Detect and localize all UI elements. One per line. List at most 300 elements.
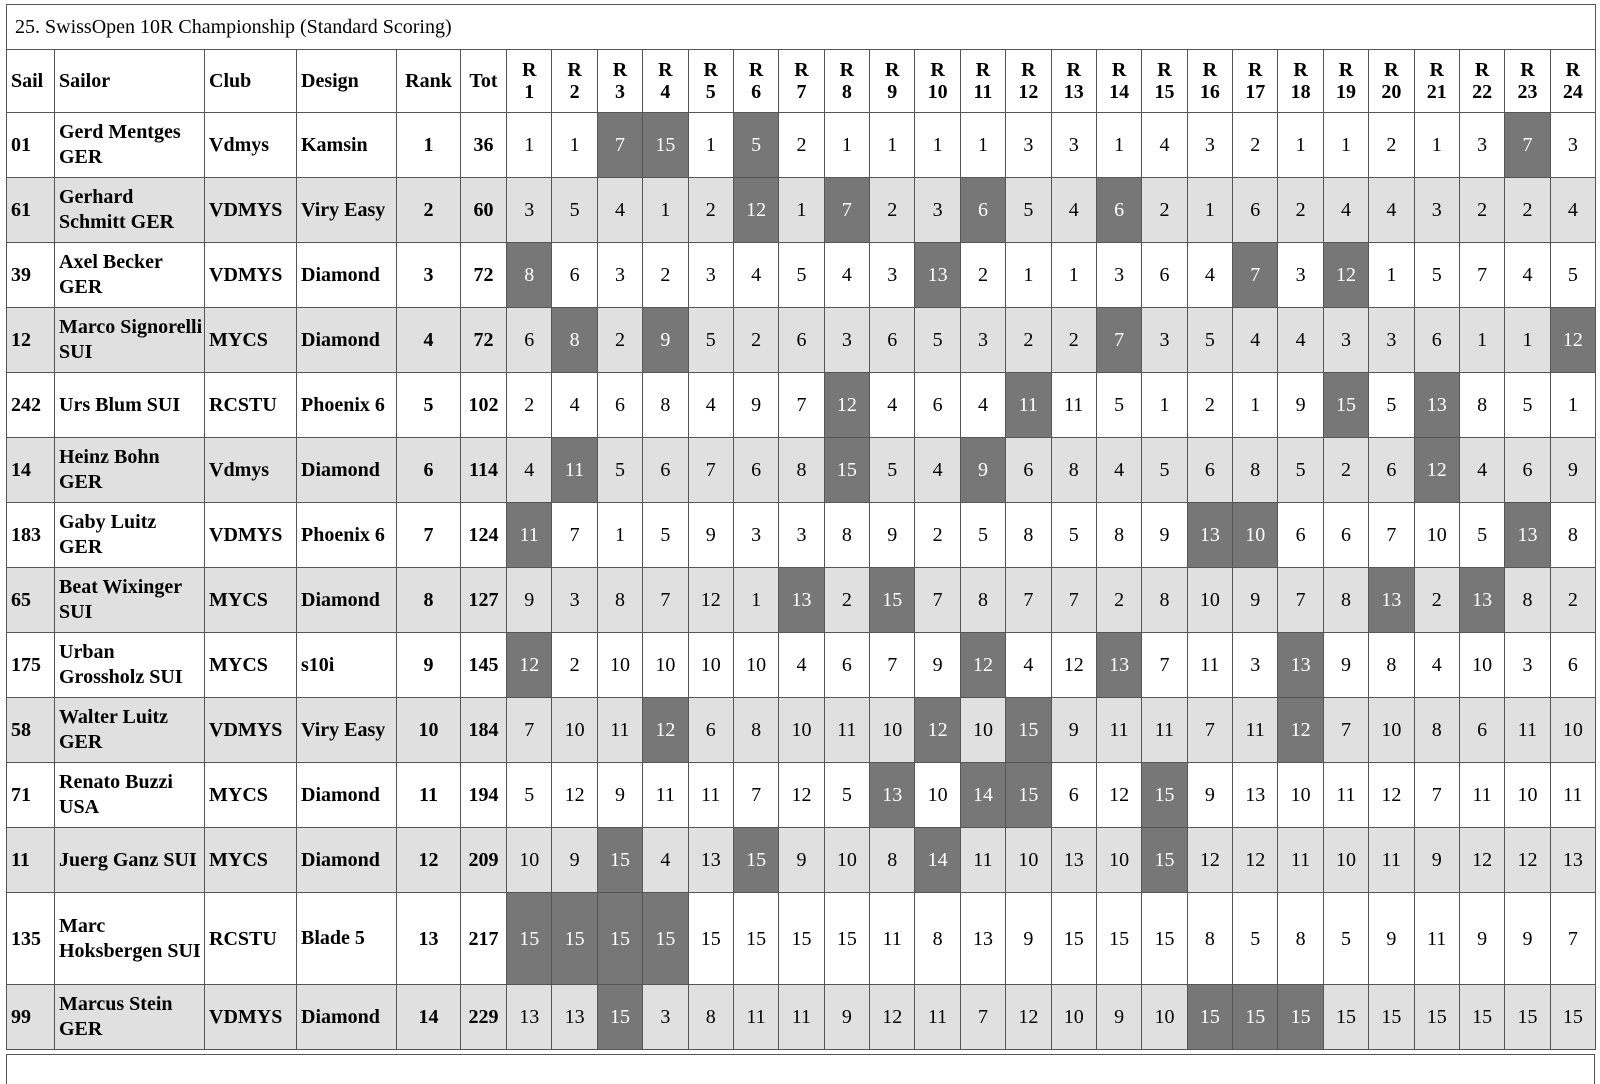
race-score: 11 — [733, 985, 778, 1050]
race-score-discarded: 6 — [1096, 178, 1141, 243]
race-score: 15 — [1505, 985, 1550, 1050]
race-score: 4 — [552, 373, 597, 438]
race-score: 9 — [1414, 828, 1459, 893]
race-score: 3 — [1142, 308, 1187, 373]
race-number: 17 — [1245, 81, 1266, 103]
boat-design: s10i — [297, 633, 397, 698]
club-name: VDMYS — [205, 243, 297, 308]
race-score: 12 — [779, 763, 824, 828]
race-number: 22 — [1472, 81, 1493, 103]
race-score: 5 — [1414, 243, 1459, 308]
race-score: 8 — [1414, 698, 1459, 763]
boat-design: Phoenix 6 — [297, 503, 397, 568]
rank-value: 8 — [397, 568, 461, 633]
col-header-race-20[interactable] — [1369, 50, 1414, 113]
rank-value: 2 — [397, 178, 461, 243]
rank-value: 3 — [397, 243, 461, 308]
race-score: 10 — [1414, 503, 1459, 568]
race-score: 5 — [915, 308, 960, 373]
race-score-discarded: 14 — [960, 763, 1005, 828]
race-number: 24 — [1562, 81, 1583, 103]
col-header-race-14[interactable] — [1096, 50, 1141, 113]
sailor-name: Juerg Ganz SUI — [55, 828, 205, 893]
race-score: 3 — [1369, 308, 1414, 373]
col-header-race-11[interactable] — [960, 50, 1005, 113]
race-score-discarded: 12 — [733, 178, 778, 243]
col-header-tot[interactable]: Tot — [461, 50, 507, 113]
race-score: 15 — [1096, 893, 1141, 985]
race-score: 6 — [824, 633, 869, 698]
race-score: 4 — [643, 828, 688, 893]
race-score: 4 — [1006, 633, 1051, 698]
race-score-discarded: 15 — [824, 438, 869, 503]
race-score: 9 — [1233, 568, 1278, 633]
race-score-discarded: 13 — [1505, 503, 1550, 568]
race-score: 3 — [1187, 113, 1232, 178]
race-score: 10 — [1459, 633, 1504, 698]
race-score: 8 — [870, 828, 915, 893]
col-header-race-8[interactable] — [824, 50, 869, 113]
race-score: 15 — [1369, 985, 1414, 1050]
race-score-discarded: 12 — [960, 633, 1005, 698]
race-score: 3 — [597, 243, 642, 308]
race-score: 12 — [688, 568, 733, 633]
col-header-race-9[interactable] — [870, 50, 915, 113]
total-points: 36 — [461, 113, 507, 178]
col-header-race-4[interactable] — [643, 50, 688, 113]
race-score: 6 — [1006, 438, 1051, 503]
col-header-race-13[interactable] — [1051, 50, 1096, 113]
race-score: 1 — [643, 178, 688, 243]
col-header-race-12[interactable] — [1006, 50, 1051, 113]
race-score: 9 — [1096, 985, 1141, 1050]
race-score: 7 — [1006, 568, 1051, 633]
col-header-race-17[interactable] — [1233, 50, 1278, 113]
race-score: 1 — [1142, 373, 1187, 438]
table-row[interactable] — [7, 763, 1596, 828]
race-score: 2 — [643, 243, 688, 308]
race-score: 6 — [597, 373, 642, 438]
total-points: 217 — [461, 893, 507, 985]
race-score: 1 — [1006, 243, 1051, 308]
race-score: 7 — [507, 698, 552, 763]
race-score: 4 — [1051, 178, 1096, 243]
rank-value: 6 — [397, 438, 461, 503]
col-header-sail[interactable]: Sail — [7, 50, 55, 113]
club-name: MYCS — [205, 568, 297, 633]
race-number: 14 — [1109, 81, 1130, 103]
race-score: 5 — [1369, 373, 1414, 438]
race-score: 6 — [1323, 503, 1368, 568]
total-points: 229 — [461, 985, 507, 1050]
race-score: 1 — [1278, 113, 1323, 178]
col-header-race-18[interactable] — [1278, 50, 1323, 113]
sailor-name: Walter Luitz GER — [55, 698, 205, 763]
race-score: 11 — [915, 985, 960, 1050]
race-score: 1 — [1187, 178, 1232, 243]
race-score-discarded: 13 — [1096, 633, 1141, 698]
race-score: 11 — [1550, 763, 1595, 828]
race-prefix: R — [1066, 59, 1081, 81]
race-score: 2 — [915, 503, 960, 568]
results-body — [7, 113, 1596, 1050]
race-prefix: R — [1474, 59, 1490, 81]
race-score: 15 — [1051, 893, 1096, 985]
event-title: 25. SwissOpen 10R Championship (Standard Scoring) — [6, 4, 1596, 49]
table-row[interactable] — [7, 308, 1596, 373]
race-number: 2 — [569, 81, 580, 103]
col-header-rank[interactable]: Rank — [397, 50, 461, 113]
race-score: 5 — [1550, 243, 1595, 308]
race-score-discarded: 13 — [870, 763, 915, 828]
table-row[interactable] — [7, 503, 1596, 568]
race-prefix: R — [1111, 59, 1127, 81]
col-header-race-5[interactable] — [688, 50, 733, 113]
race-number: 15 — [1154, 81, 1175, 103]
race-score: 11 — [779, 985, 824, 1050]
race-score: 4 — [1233, 308, 1278, 373]
col-header-design[interactable]: Design — [297, 50, 397, 113]
race-score-discarded: 12 — [1323, 243, 1368, 308]
race-prefix: R — [1429, 59, 1444, 81]
race-score: 1 — [960, 113, 1005, 178]
race-score-discarded: 12 — [507, 633, 552, 698]
race-score: 4 — [1096, 438, 1141, 503]
col-header-race-10[interactable] — [915, 50, 960, 113]
table-row[interactable] — [7, 633, 1596, 698]
boat-design: Kamsin — [297, 113, 397, 178]
race-number: 20 — [1381, 81, 1402, 103]
race-number: 23 — [1517, 81, 1538, 103]
boat-design: Viry Easy — [297, 178, 397, 243]
total-points: 184 — [461, 698, 507, 763]
race-number: 10 — [927, 81, 948, 103]
race-score-discarded: 7 — [1233, 243, 1278, 308]
race-score: 12 — [1369, 763, 1414, 828]
race-score: 11 — [824, 698, 869, 763]
table-row[interactable] — [7, 698, 1596, 763]
race-score: 6 — [643, 438, 688, 503]
race-score-discarded: 15 — [1278, 985, 1323, 1050]
race-score: 6 — [1550, 633, 1595, 698]
race-score-discarded: 5 — [733, 113, 778, 178]
race-score: 11 — [1142, 698, 1187, 763]
race-score: 4 — [824, 243, 869, 308]
race-score: 9 — [824, 985, 869, 1050]
race-score: 1 — [552, 113, 597, 178]
race-score: 5 — [552, 178, 597, 243]
race-score: 6 — [915, 373, 960, 438]
race-score-discarded: 9 — [960, 438, 1005, 503]
race-score-discarded: 7 — [1096, 308, 1141, 373]
sail-number: 14 — [7, 438, 55, 503]
race-number: 19 — [1335, 81, 1356, 103]
race-score: 3 — [1459, 113, 1504, 178]
race-score: 11 — [960, 828, 1005, 893]
race-score: 7 — [1414, 763, 1459, 828]
table-row[interactable] — [7, 828, 1596, 893]
race-score-discarded: 14 — [915, 828, 960, 893]
sail-number: 58 — [7, 698, 55, 763]
race-score: 12 — [870, 985, 915, 1050]
race-score: 3 — [643, 985, 688, 1050]
race-score: 3 — [688, 243, 733, 308]
sail-number: 135 — [7, 893, 55, 985]
race-score: 8 — [733, 698, 778, 763]
race-score: 8 — [1505, 568, 1550, 633]
race-score: 3 — [733, 503, 778, 568]
race-score: 15 — [779, 893, 824, 985]
race-score: 2 — [1323, 438, 1368, 503]
race-score: 7 — [733, 763, 778, 828]
race-score-discarded: 15 — [643, 113, 688, 178]
race-score: 4 — [1459, 438, 1504, 503]
boat-design: Phoenix 6 — [297, 373, 397, 438]
race-score: 9 — [1142, 503, 1187, 568]
sail-number: 11 — [7, 828, 55, 893]
race-score: 10 — [507, 828, 552, 893]
table-row[interactable] — [7, 893, 1596, 985]
race-score-discarded: 15 — [1323, 373, 1368, 438]
race-score: 9 — [507, 568, 552, 633]
sailor-name: Urs Blum SUI — [55, 373, 205, 438]
col-header-sailor[interactable]: Sailor — [55, 50, 205, 113]
race-prefix: R — [1338, 59, 1354, 81]
race-score: 6 — [1187, 438, 1232, 503]
race-score: 2 — [1233, 113, 1278, 178]
race-score: 15 — [733, 893, 778, 985]
race-score: 1 — [733, 568, 778, 633]
col-header-race-6[interactable] — [733, 50, 778, 113]
race-score: 2 — [1550, 568, 1595, 633]
table-row[interactable] — [7, 438, 1596, 503]
race-number: 8 — [841, 81, 852, 103]
boat-design: Diamond — [297, 763, 397, 828]
race-score-discarded: 15 — [597, 985, 642, 1050]
race-score: 11 — [1323, 763, 1368, 828]
race-score: 2 — [688, 178, 733, 243]
race-score: 5 — [1459, 503, 1504, 568]
table-row[interactable] — [7, 985, 1596, 1050]
col-header-race-2[interactable] — [552, 50, 597, 113]
race-score: 6 — [1233, 178, 1278, 243]
race-score-discarded: 15 — [870, 568, 915, 633]
club-name: Vdmys — [205, 438, 297, 503]
race-score: 2 — [1051, 308, 1096, 373]
col-header-race-7[interactable] — [779, 50, 824, 113]
race-score: 7 — [1323, 698, 1368, 763]
boat-design: Diamond — [297, 438, 397, 503]
race-score: 2 — [960, 243, 1005, 308]
race-score-discarded: 6 — [960, 178, 1005, 243]
race-score: 2 — [1278, 178, 1323, 243]
race-score: 8 — [1006, 503, 1051, 568]
results-table — [6, 4, 1596, 1050]
col-header-race-16[interactable] — [1187, 50, 1232, 113]
col-header-race-3[interactable] — [597, 50, 642, 113]
race-score: 1 — [1233, 373, 1278, 438]
race-number: 3 — [614, 81, 625, 103]
race-score: 5 — [597, 438, 642, 503]
col-header-race-19[interactable] — [1323, 50, 1368, 113]
race-score-discarded: 13 — [1369, 568, 1414, 633]
race-score: 3 — [1414, 178, 1459, 243]
race-score: 3 — [1505, 633, 1550, 698]
race-score: 5 — [1096, 373, 1141, 438]
race-score: 2 — [507, 373, 552, 438]
race-score: 9 — [1369, 893, 1414, 985]
table-row[interactable] — [7, 568, 1596, 633]
rank-value: 5 — [397, 373, 461, 438]
race-score: 5 — [1187, 308, 1232, 373]
boat-design: Diamond — [297, 308, 397, 373]
table-row[interactable] — [7, 243, 1596, 308]
sailor-name: Axel Becker GER — [55, 243, 205, 308]
race-score: 3 — [552, 568, 597, 633]
race-score: 10 — [960, 698, 1005, 763]
race-score-discarded: 15 — [1006, 698, 1051, 763]
race-score: 9 — [915, 633, 960, 698]
rank-value: 14 — [397, 985, 461, 1050]
race-prefix: R — [794, 59, 809, 81]
race-score: 9 — [1550, 438, 1595, 503]
club-name: MYCS — [205, 633, 297, 698]
race-score: 7 — [1142, 633, 1187, 698]
race-score: 6 — [688, 698, 733, 763]
race-score: 12 — [1096, 763, 1141, 828]
race-score: 1 — [1550, 373, 1595, 438]
club-name: RCSTU — [205, 893, 297, 985]
race-score-discarded: 10 — [1233, 503, 1278, 568]
race-score: 5 — [779, 243, 824, 308]
race-score: 1 — [1505, 308, 1550, 373]
race-score: 8 — [688, 985, 733, 1050]
boat-design: Viry Easy — [297, 698, 397, 763]
race-score-discarded: 11 — [552, 438, 597, 503]
race-score: 4 — [1323, 178, 1368, 243]
race-number: 21 — [1426, 81, 1447, 103]
club-name: VDMYS — [205, 503, 297, 568]
sailor-name: Marco Signorelli SUI — [55, 308, 205, 373]
race-score: 1 — [779, 178, 824, 243]
race-score: 11 — [1459, 763, 1504, 828]
race-score: 4 — [688, 373, 733, 438]
race-score: 6 — [870, 308, 915, 373]
race-score: 3 — [870, 243, 915, 308]
race-score: 5 — [960, 503, 1005, 568]
sail-number: 12 — [7, 308, 55, 373]
race-score: 2 — [824, 568, 869, 633]
col-header-race-15[interactable] — [1142, 50, 1187, 113]
race-score: 8 — [1369, 633, 1414, 698]
race-score: 9 — [1187, 763, 1232, 828]
race-score: 5 — [1323, 893, 1368, 985]
total-points: 102 — [461, 373, 507, 438]
race-score: 7 — [1550, 893, 1595, 985]
race-score-discarded: 15 — [1006, 763, 1051, 828]
race-score: 10 — [1187, 568, 1232, 633]
col-header-race-24[interactable] — [1550, 50, 1595, 113]
race-score: 3 — [779, 503, 824, 568]
col-header-race-1[interactable] — [507, 50, 552, 113]
race-score: 9 — [597, 763, 642, 828]
race-score: 5 — [1278, 438, 1323, 503]
col-header-race-22[interactable] — [1459, 50, 1504, 113]
race-score: 2 — [733, 308, 778, 373]
sailor-name: Beat Wixinger SUI — [55, 568, 205, 633]
race-score: 8 — [915, 893, 960, 985]
race-score: 5 — [1051, 503, 1096, 568]
col-header-race-21[interactable] — [1414, 50, 1459, 113]
race-score: 9 — [1278, 373, 1323, 438]
table-row[interactable] — [7, 178, 1596, 243]
race-score: 7 — [960, 985, 1005, 1050]
race-score: 2 — [1187, 373, 1232, 438]
race-number: 18 — [1290, 81, 1311, 103]
race-number: 1 — [524, 81, 535, 103]
sailor-name: Gerd Mentges GER — [55, 113, 205, 178]
race-score: 11 — [870, 893, 915, 985]
race-prefix: R — [612, 59, 628, 81]
race-prefix: R — [748, 59, 764, 81]
club-name: MYCS — [205, 308, 297, 373]
sailor-name: Heinz Bohn GER — [55, 438, 205, 503]
race-score: 1 — [688, 113, 733, 178]
club-name: Vdmys — [205, 113, 297, 178]
race-score: 2 — [1414, 568, 1459, 633]
race-score: 5 — [1006, 178, 1051, 243]
race-score: 6 — [779, 308, 824, 373]
race-score: 13 — [1051, 828, 1096, 893]
race-score-discarded: 15 — [733, 828, 778, 893]
race-score: 11 — [1505, 698, 1550, 763]
race-score-discarded: 15 — [597, 893, 642, 985]
race-score: 3 — [960, 308, 1005, 373]
race-score-discarded: 12 — [824, 373, 869, 438]
race-prefix: R — [1565, 59, 1581, 81]
header-row — [7, 50, 1596, 113]
sail-number: 175 — [7, 633, 55, 698]
race-score: 4 — [1505, 243, 1550, 308]
club-name: RCSTU — [205, 373, 297, 438]
sail-number: 39 — [7, 243, 55, 308]
race-score: 5 — [1233, 893, 1278, 985]
race-score: 11 — [1414, 893, 1459, 985]
table-row[interactable] — [7, 113, 1596, 178]
race-score: 8 — [1142, 568, 1187, 633]
col-header-club[interactable]: Club — [205, 50, 297, 113]
club-name: VDMYS — [205, 985, 297, 1050]
race-score: 9 — [1459, 893, 1504, 985]
race-score: 10 — [688, 633, 733, 698]
col-header-race-23[interactable] — [1505, 50, 1550, 113]
race-score: 8 — [1187, 893, 1232, 985]
race-score: 3 — [1550, 113, 1595, 178]
race-score: 10 — [915, 763, 960, 828]
sail-number: 71 — [7, 763, 55, 828]
race-score: 13 — [688, 828, 733, 893]
race-score-discarded: 7 — [1505, 113, 1550, 178]
race-score: 4 — [1550, 178, 1595, 243]
race-score: 12 — [1459, 828, 1504, 893]
race-score: 4 — [597, 178, 642, 243]
race-score-discarded: 9 — [643, 308, 688, 373]
race-score: 15 — [688, 893, 733, 985]
race-prefix: R — [884, 59, 900, 81]
table-row[interactable] — [7, 373, 1596, 438]
race-score-discarded: 12 — [1550, 308, 1595, 373]
race-prefix: R — [1384, 59, 1399, 81]
